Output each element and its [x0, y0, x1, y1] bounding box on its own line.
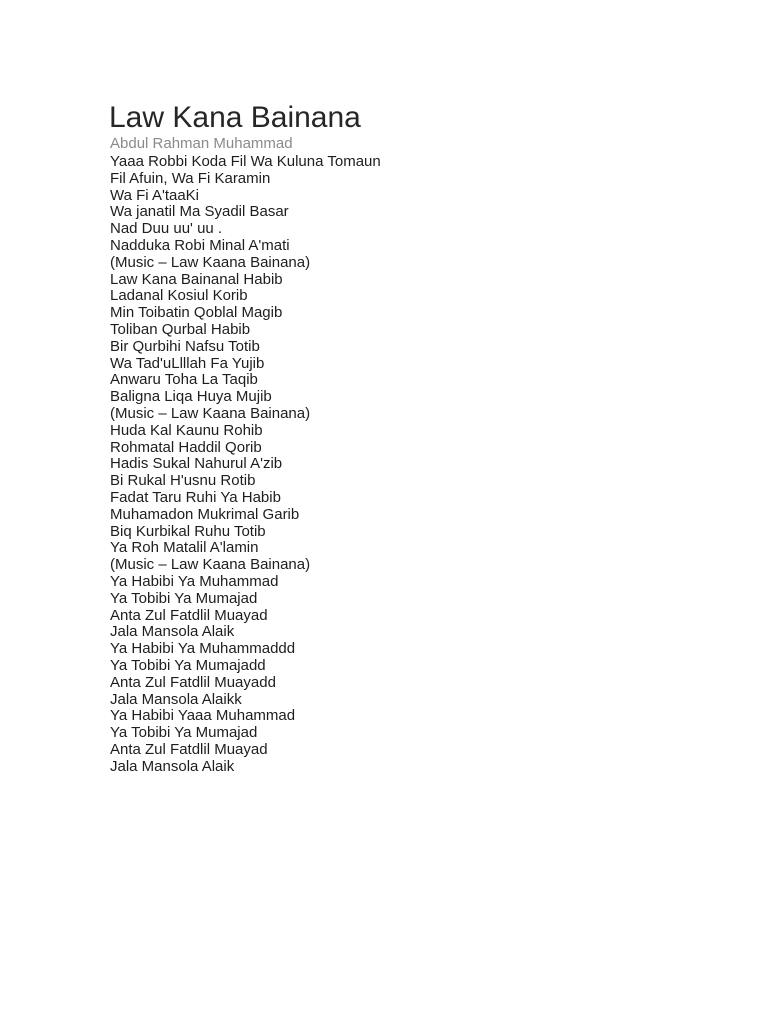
- lyric-line: Wa Tad'uLlllah Fa Yujib: [110, 354, 265, 372]
- lyric-line: Anwaru Toha La Taqib: [110, 371, 258, 389]
- lyric-line: Ya Tobibi Ya Mumajad: [110, 724, 258, 742]
- lyric-line: Muhamadon Mukrimal Garib: [110, 505, 300, 523]
- lyric-line: Min Toibatin Qoblal Magib: [110, 304, 283, 322]
- lyric-line: Hadis Sukal Nahurul A'zib: [110, 455, 283, 473]
- lyric-line: Wa Fi A'taaKi: [110, 186, 200, 204]
- lyric-line: Ya Tobibi Ya Mumajadd: [110, 656, 266, 674]
- lyric-line: Bi Rukal H'usnu Rotib: [110, 472, 256, 490]
- lyric-line: Nad Duu uu' uu .: [110, 220, 223, 238]
- lyric-line: Fadat Taru Ruhi Ya Habib: [110, 488, 281, 506]
- lyric-line: Anta Zul Fatdlil Muayadd: [110, 673, 276, 691]
- lyric-line: Ya Tobibi Ya Mumajad: [110, 589, 258, 607]
- lyric-line: Ya Habibi Ya Muhammad: [110, 572, 279, 590]
- lyric-line: (Music – Law Kaana Bainana): [110, 253, 311, 271]
- lyric-line: Fil Afuin, Wa Fi Karamin: [110, 169, 271, 187]
- lyric-line: Ladanal Kosiul Korib: [110, 287, 248, 305]
- lyric-line: Ya Habibi Yaaa Muhammad: [110, 707, 296, 725]
- lyric-line: Biq Kurbikal Ruhu Totib: [110, 522, 266, 540]
- lyric-line: Jala Mansola Alaikk: [110, 690, 242, 708]
- lyric-line: Ya Roh Matalil A'lamin: [110, 539, 259, 557]
- lyric-line: Anta Zul Fatdlil Muayad: [110, 740, 268, 758]
- lyric-line: Baligna Liqa Huya Mujib: [110, 388, 272, 406]
- lyric-line: Wa janatil Ma Syadil Basar: [110, 203, 289, 221]
- lyric-line: Yaaa Robbi Koda Fil Wa Kuluna Tomaun: [110, 153, 381, 170]
- lyric-line: Huda Kal Kaunu Rohib: [110, 421, 263, 439]
- lyric-line: Ya Habibi Ya Muhammaddd: [110, 640, 296, 658]
- document-author: Abdul Rahman Muhammad: [110, 135, 293, 152]
- lyric-line: Nadduka Robi Minal A'mati: [110, 236, 290, 254]
- lyric-line: Rohmatal Haddil Qorib: [110, 438, 262, 456]
- lyrics-list: [110, 154, 381, 775]
- lyric-line: Bir Qurbihi Nafsu Totib: [110, 337, 260, 355]
- lyric-line: Toliban Qurbal Habib: [110, 320, 251, 338]
- lyric-line: Anta Zul Fatdlil Muayad: [110, 606, 268, 624]
- lyric-line: Jala Mansola Alaik: [110, 757, 235, 775]
- lyric-line: (Music – Law Kaana Bainana): [110, 404, 311, 422]
- document-title: Law Kana Bainana: [109, 101, 361, 134]
- lyric-line: (Music – Law Kaana Bainana): [110, 556, 311, 574]
- lyric-line: Jala Mansola Alaik: [110, 623, 235, 641]
- lyric-line: Law Kana Bainanal Habib: [110, 270, 283, 288]
